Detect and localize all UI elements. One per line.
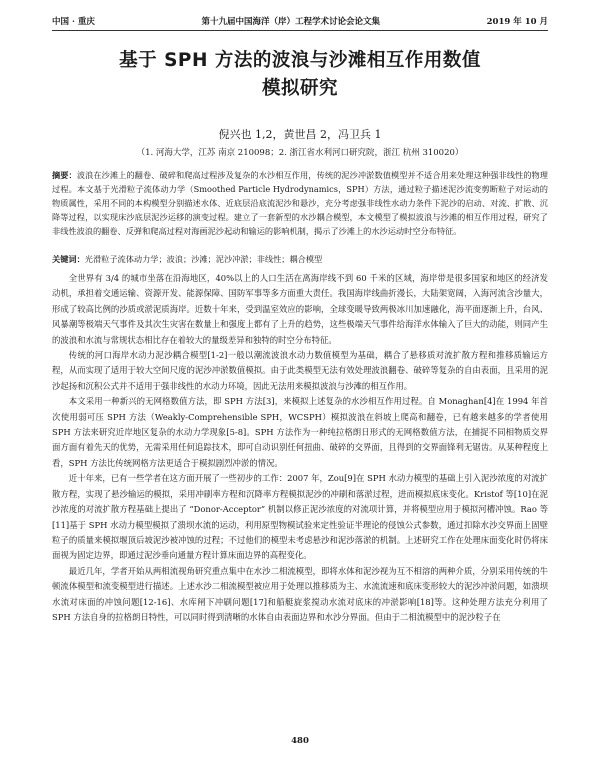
body-paragraph: 最近几年，学者开始从两相流视角研究重点集中在水沙二相流模型，即将水体和泥沙视为互不相溶的两种介质，分别采用传统的牛顿流体模型和流变模型进行描述。上述水沙二相流模型被应用于处理以推移质为主、水流流速和底床变形较大的泥沙冲淤问题，如溃坝水流对床面的冲蚀问题[12-16]、水库闸下冲刷问题[17]和船艇旋浆搅动水流对底床的冲淤影响[18]等。这种处理方法充分利用了 SPH 方法自身的拉格朗日特性，可以同时得到清晰的水体自由表面边界和水沙分界面。但由于二相流模型中的泥沙粒子在 bbox=[52, 565, 548, 622]
paper-title bbox=[40, 47, 560, 103]
running-head-location: 中国 · 重庆 bbox=[52, 17, 95, 27]
header-rule bbox=[52, 30, 548, 31]
running-head-date: 2019 年 10 月 bbox=[486, 17, 548, 27]
running-head-proceedings: 第十九届中国海洋（岸）工程学术讨论会论文集 bbox=[201, 17, 381, 27]
abstract-label: 摘要： bbox=[52, 170, 77, 180]
running-head bbox=[52, 14, 548, 28]
body-paragraph: 本文采用一种新兴的无网格数值方法，即 SPH 方法[3]，来模拟上述复杂的水沙相互作用过程。自 Monaghan[4]在 1994 年首次使用弱可压 SPH 方法（Weakly-Comprehensible SPH，WCSPH）模拟波浪在斜坡上爬高和翻卷，已有越来越多的学者使用 SPH 方法来研究近岸地区复杂的水动力学现象[5-8]。SPH 方法作为一种纯拉格朗日形式的无网格数值方法，在捕捉不同相物质交界面方面有着先天的优势，无需采用任何追踪技术，即可自动识别任何扭曲、破碎的交界面，且得到的交界面锋利无锯齿。从某种程度上看，SPH 方法比传统网格方法更适合于模拟剧烈冲淤的情况。 bbox=[52, 396, 548, 468]
author-affiliations: （1. 河海大学，江苏 南京 210098；2. 浙江省水利河口研究院，浙江 杭州 310020） bbox=[136, 148, 464, 158]
page-number: 480 bbox=[291, 736, 309, 746]
paper-title-line-1: 基于 SPH 方法的波浪与沙滩相互作用数值 bbox=[119, 50, 481, 71]
keywords bbox=[52, 252, 548, 266]
body-text bbox=[52, 271, 548, 625]
keywords-label: 关键词： bbox=[52, 254, 85, 264]
body-paragraph: 全世界有 3/4 的城市坐落在沿海地区，40%以上的人口生活在离海岸线不到 60 千米的区域，海岸带是很多国家和地区的经济发动机，承担着交通运输、资源开发、能源保障、国防军事等多方面重大责任。我国海岸线曲折漫长，大陆架宽阔，入海河流含沙量大，形成了较高比例的沙质或淤泥质海岸。近数十年来，受到温室效应的影响，全球变暖导致两极冰川加速融化，海平面逐渐上升，台风、风暴潮等极端天气事件及其次生灾害在数量上和强度上都有了上升的趋势，这些极端天气事件给海洋水体输入了巨大的动能，则同产生的波浪和水流与常规状态相比存在着较大的量级差异和独特的时空分布特征。 bbox=[52, 273, 548, 345]
abstract bbox=[52, 168, 548, 238]
body-paragraph: 传统的河口海岸水动力泥沙耦合模型[1-2]一般以潮流波浪水动力数值模型为基础，耦合了悬移质对流扩散方程和推移质输运方程，从而实现了适用于较大空间尺度的泥沙冲淤数值模拟。由于此类模型无法有效处理波浪翻卷、破碎等复杂的自由表面，且采用的泥沙起扬和沉积公式并不适用于强非线性的水动力环境，因此无法用来模拟波浪与沙滩的相互作用。 bbox=[52, 350, 548, 391]
paper-title-line-2: 模拟研究 bbox=[261, 78, 338, 99]
author-list: 倪兴也 1,2，黄世昌 2，冯卫兵 1 bbox=[218, 128, 382, 141]
keywords-text: 光滑粒子流体动力学；波浪；沙滩；泥沙冲淤；非线性；耦合模型 bbox=[84, 254, 323, 264]
abstract-text: 波浪在沙滩上的翻卷、破碎和爬高过程涉及复杂的水沙相互作用，传统的泥沙冲淤数值模型并不适合用来处理这种强非线性的物理过程。本文基于光滑粒子流体动力学（Smoothed Particle Hydrodynamics，SPH）方法，通过粒子描述泥沙流变剪断粒子对运动的物质属性，采用不同的本构模型分别描述水体、近底层沿底流泥沙和悬沙，充分考虑强非线性水动力条件下泥沙的启动、对流、扩散、沉降等过程，以实现床沙底层泥沙运移的演变过程。建立了一套新型的水沙耦合模型，本文模型了模拟波浪与沙滩的相互作用过程，研究了非线性波浪的翻卷、反弹和爬高过程对海画泥沙起动和输运的影响机制，揭示了沙滩上的水沙运动时空分布特征。 bbox=[52, 170, 548, 236]
body-paragraph: 近十年来，已有一些学者在这方面开展了一些初步的工作：2007 年，Zou[9]在 SPH 水动力模型的基础上引入泥沙浓度的对流扩散方程，实现了悬沙输运的模拟，采用冲刷率方程和沉降率方程模拟泥沙的冲刷和落淤过程，进而模拟底床变化。Kristof 等[10]在泥沙浓度的对流扩散方程基础上提出了 “Donor-Acceptor” 机制以修正泥沙浓度的对流项计算，并将模型应用于模拟河槽冲蚀。Rao 等[11]基于 SPH 水动力模型模拟了溃坝水流的运动，利用原型物模试验来定性验证半理论的侵蚀公式参数，通过扣除水沙交界面上固壁粒子的质量来模拟堰顶后坡泥沙被冲蚀的过程；不过他们的模型未考虑悬沙和泥沙落淤的机制。上述研究工作在处理床面变化时仍将床面视为固定边界，即通过泥沙垂向通量方程计算床面边界的高程变化。 bbox=[52, 473, 548, 561]
